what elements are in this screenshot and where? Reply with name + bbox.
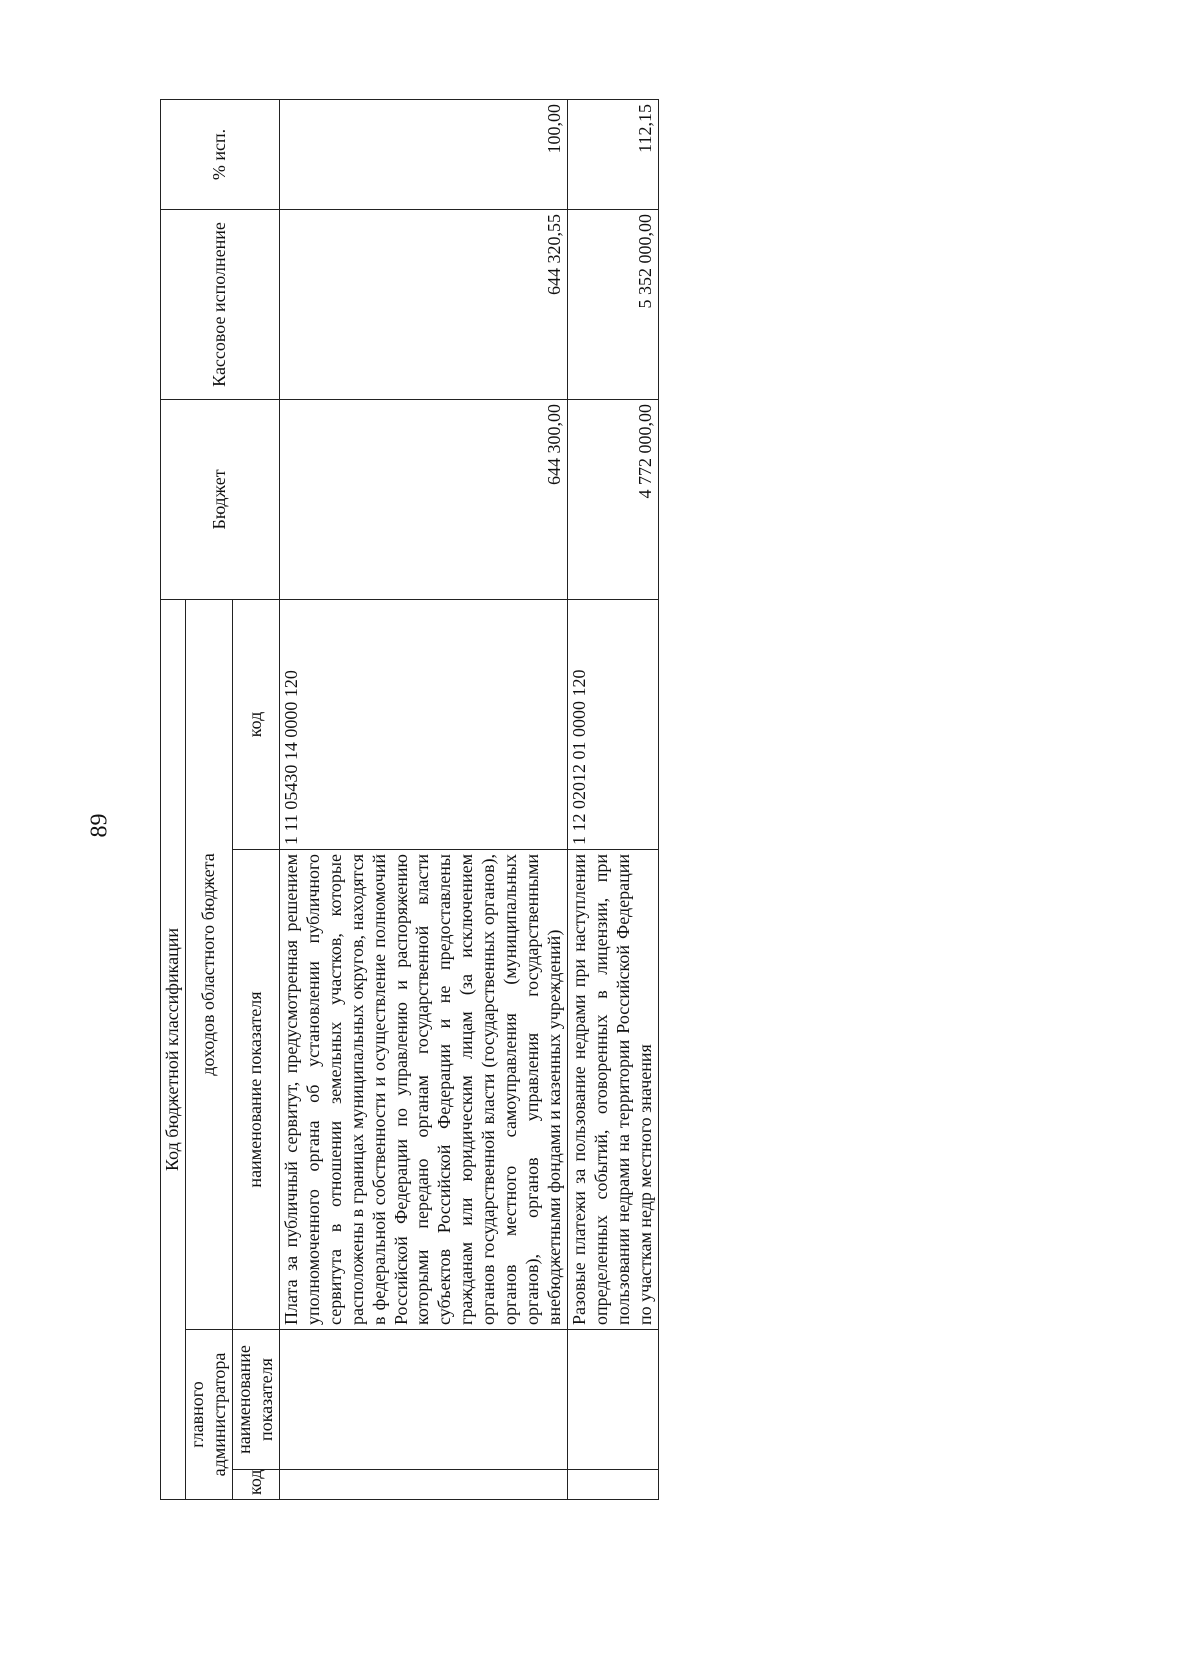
row-admin-code bbox=[568, 1470, 659, 1500]
row-budget: 644 300,00 bbox=[279, 399, 567, 599]
row-admin-name bbox=[279, 1330, 567, 1470]
header-percent: % исп. bbox=[161, 99, 280, 209]
row-cash: 5 352 000,00 bbox=[568, 209, 659, 399]
row-percent: 112,15 bbox=[568, 99, 659, 209]
row-name: Плата за публичный сервитут, предусмотренная решением уполномоченного органа об установлении публичного сервитута в отношении земельных участков, которые расположены в границах муниципальных округов, находятся в федеральной собственности и осуществление полномочий Российской Федерации по управлению и распоряжению которыми передано органам государственной власти субъектов Российской Федерации и не предоставлены гражданам или юридическим лицам (за исключением органов государственной власти (государственных органов), органов местного самоуправления (муниципальных органов), органов управления государственными внебюджетными фондами и казенных учреждений) bbox=[279, 850, 567, 1330]
row-percent: 100,00 bbox=[279, 99, 567, 209]
header-admin-code: код bbox=[232, 1470, 279, 1500]
header-income: доходов областного бюджета bbox=[185, 599, 232, 1329]
table-row bbox=[279, 99, 567, 1499]
header-budget: Бюджет bbox=[161, 399, 280, 599]
header-income-name: наименование показателя bbox=[232, 850, 279, 1330]
header-admin: главного администратора bbox=[185, 1330, 232, 1500]
page-number: 89 bbox=[86, 813, 113, 838]
row-admin-code bbox=[279, 1470, 567, 1500]
header-classification: Код бюджетной классификации bbox=[161, 599, 186, 1499]
header-cash: Кассовое исполнение bbox=[161, 209, 280, 399]
row-budget: 4 772 000,00 bbox=[568, 399, 659, 599]
header-income-code: код bbox=[232, 599, 279, 849]
row-name: Разовые платежи за пользование недрами при наступлении определенных событий, оговоренных в лицензии, при пользовании недрами на территории Российской Федерации по участкам недр местного значения bbox=[568, 850, 659, 1330]
budget-table bbox=[160, 99, 659, 1500]
row-admin-name bbox=[568, 1330, 659, 1470]
row-code: 1 11 05430 14 0000 120 bbox=[279, 599, 567, 849]
header-admin-name: наименование показателя bbox=[232, 1330, 279, 1470]
table-row bbox=[568, 99, 659, 1499]
rotated-table-wrapper bbox=[160, 100, 659, 1500]
row-code: 1 12 02012 01 0000 120 bbox=[568, 599, 659, 849]
row-cash: 644 320,55 bbox=[279, 209, 567, 399]
